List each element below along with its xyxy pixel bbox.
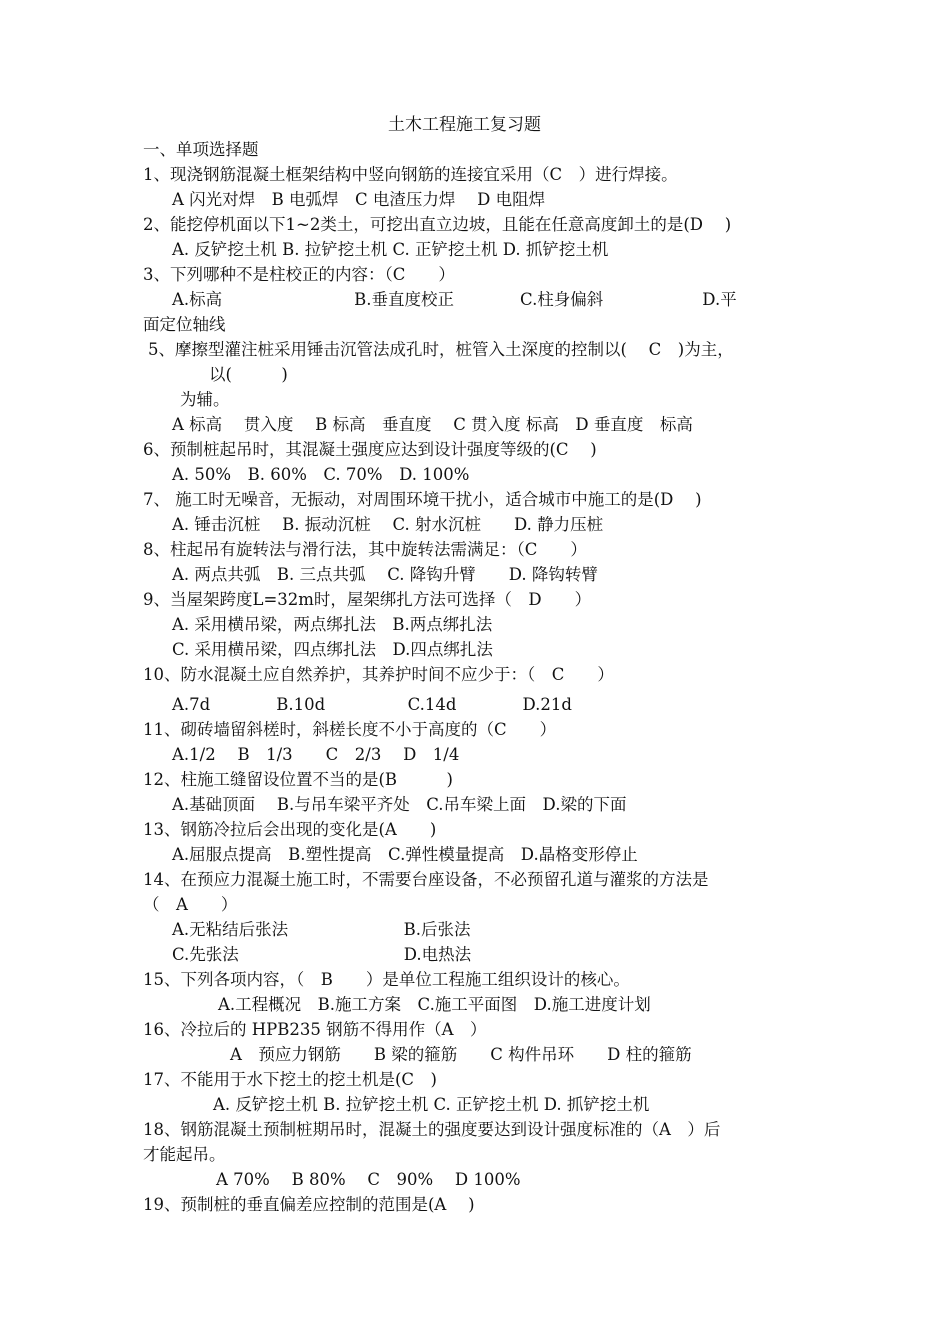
section-heading: 一、单项选择题 xyxy=(143,140,259,159)
question-text: 8、柱起吊有旋转法与滑行法，其中旋转法需满足：（C ） xyxy=(143,540,587,559)
question-text: 14、在预应力混凝土施工时，不需要台座设备，不必预留孔道与灌浆的方法是 xyxy=(143,870,709,889)
question-options: A 标高 贯入度 B 标高 垂直度 C 贯入度 标高 D 垂直度 标高 xyxy=(172,415,693,434)
question-text: 18、钢筋混凝土预制桩期吊时，混凝土的强度要达到设计强度标准的（A ）后 xyxy=(143,1120,721,1139)
document-title: 土木工程施工复习题 xyxy=(388,115,541,135)
question-options: A. 两点共弧 B. 三点共弧 C. 降钩升臂 D. 降钩转臂 xyxy=(172,565,598,584)
question-text: 13、钢筋冷拉后会出现的变化是(A ) xyxy=(143,820,437,839)
question-options: A. 反铲挖土机 B. 拉铲挖土机 C. 正铲挖土机 D. 抓铲挖土机 xyxy=(172,240,609,259)
question-options: A.1/2 B 1/3 C 2/3 D 1/4 xyxy=(172,745,460,764)
question-text-continued: 为辅。 xyxy=(180,390,230,409)
question-options: A.工程概况 B.施工方案 C.施工平面图 D.施工进度计划 xyxy=(218,995,651,1014)
question-options: A.标高 B.垂直度校正 C.柱身偏斜 D.平 xyxy=(172,290,737,309)
question-text: 9、当屋架跨度L=32m时，屋架绑扎方法可选择（ D ） xyxy=(143,590,592,609)
question-options: A. 采用横吊梁，两点绑扎法 B.两点绑扎法 xyxy=(172,615,493,634)
question-text-continued: 以( ) xyxy=(209,365,288,384)
question-options: A 预应力钢筋 B 梁的箍筋 C 构件吊环 D 柱的箍筋 xyxy=(230,1045,692,1064)
question-text: 6、预制桩起吊时，其混凝土强度应达到设计强度等级的(C ) xyxy=(143,440,597,459)
question-options: A.屈服点提高 B.塑性提高 C.弹性模量提高 D.晶格变形停止 xyxy=(172,845,638,864)
question-text: 11、砌砖墙留斜槎时，斜槎长度不小于高度的（C ） xyxy=(143,720,557,739)
question-options: A.基础顶面 B.与吊车梁平齐处 C.吊车梁上面 D.梁的下面 xyxy=(172,795,627,814)
question-text: 17、不能用于水下挖土的挖土机是(C ) xyxy=(143,1070,437,1089)
question-text: 12、柱施工缝留设位置不当的是(B ) xyxy=(143,770,453,789)
question-text: 3、下列哪种不是柱校正的内容：（C ） xyxy=(143,265,455,284)
question-options: A. 反铲挖土机 B. 拉铲挖土机 C. 正铲挖土机 D. 抓铲挖土机 xyxy=(213,1095,650,1114)
question-options: C.先张法 D.电热法 xyxy=(172,945,472,964)
question-options: A.7d B.10d C.14d D.21d xyxy=(172,695,572,714)
question-text: 5、摩擦型灌注桩采用锤击沉管法成孔时，桩管入土深度的控制以( C )为主， xyxy=(148,340,734,359)
question-options: A 闪光对焊 B 电弧焊 C 电渣压力焊 D 电阻焊 xyxy=(172,190,546,209)
question-options-continued: 面定位轴线 xyxy=(143,315,226,334)
question-options: C. 采用横吊梁，四点绑扎法 D.四点绑扎法 xyxy=(172,640,493,659)
question-options: A. 50% B. 60% C. 70% D. 100% xyxy=(172,465,470,484)
question-text: 2、能挖停机面以下1~2类土，可挖出直立边坡，且能在任意高度卸土的是(D ) xyxy=(143,215,732,234)
question-text: 7、 施工时无噪音，无振动，对周围环境干扰小，适合城市中施工的是(D ) xyxy=(143,490,702,509)
question-text-continued: 才能起吊。 xyxy=(143,1145,226,1164)
question-text: 15、下列各项内容，（ B ）是单位工程施工组织设计的核心。 xyxy=(143,970,630,989)
question-text: 1、现浇钢筋混凝土框架结构中竖向钢筋的连接宜采用（C ）进行焊接。 xyxy=(143,165,678,184)
question-options: A. 锤击沉桩 B. 振动沉桩 C. 射水沉桩 D. 静力压桩 xyxy=(172,515,604,534)
question-text-continued: （ A ） xyxy=(143,895,238,914)
question-options: A.无粘结后张法 B.后张法 xyxy=(172,920,471,939)
question-options: A 70% B 80% C 90% D 100% xyxy=(216,1170,521,1189)
question-text: 16、冷拉后的 HPB235 钢筋不得用作（A ） xyxy=(143,1020,487,1039)
question-text: 10、防水混凝土应自然养护，其养护时间不应少于：（ C ） xyxy=(143,665,614,684)
question-text: 19、预制桩的垂直偏差应控制的范围是(A ) xyxy=(143,1195,475,1214)
